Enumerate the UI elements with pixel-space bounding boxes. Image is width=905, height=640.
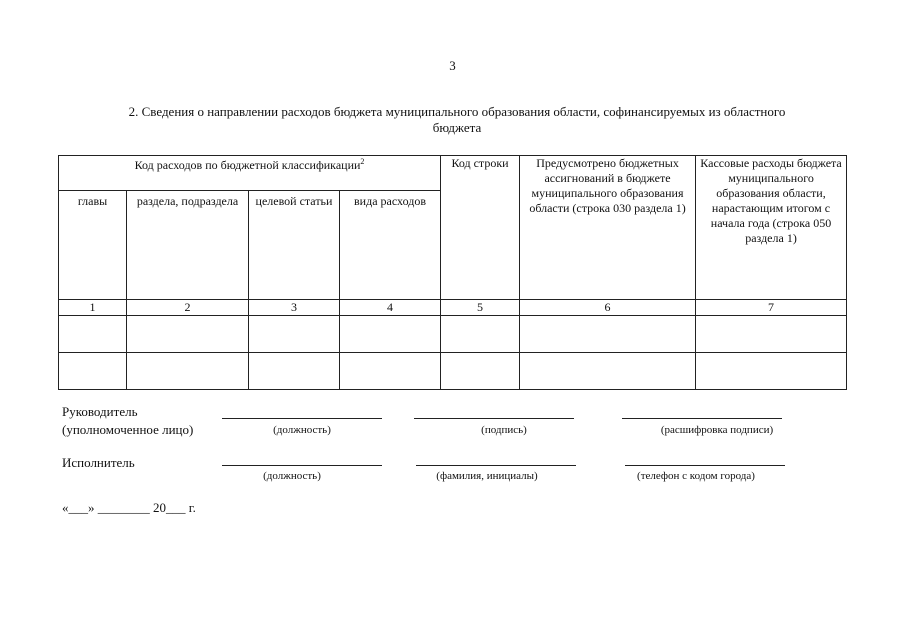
table-cell[interactable] <box>696 353 847 390</box>
head-position-caption: (должность) <box>273 424 331 436</box>
column-number: 1 <box>59 300 127 316</box>
table-cell[interactable] <box>59 316 127 353</box>
column-number: 6 <box>520 300 696 316</box>
head-name-line[interactable] <box>622 418 782 419</box>
budget-classification-header-text: Код расходов по бюджетной классификации <box>134 158 361 172</box>
table-cell[interactable] <box>520 316 696 353</box>
head-signature-caption: (подпись) <box>481 424 527 436</box>
executor-phone-caption: (телефон с кодом города) <box>637 470 755 482</box>
expenditure-table <box>58 155 847 390</box>
planned-appropriations-header: Предусмотрено бюджетных ассигнований в бюджете муниципального образования области (строка 030 раздела 1) <box>520 156 696 300</box>
table-cell[interactable] <box>340 353 441 390</box>
column-number: 4 <box>340 300 441 316</box>
table-row <box>59 353 847 390</box>
executor-position-line[interactable] <box>222 465 382 466</box>
target-item-header: целевой статьи <box>249 191 340 300</box>
page-number: 3 <box>449 58 456 73</box>
date-line[interactable]: «___» ________ 20___ г. <box>62 500 196 515</box>
table-cell[interactable] <box>249 316 340 353</box>
section-title-line-1: 2. Сведения о направлении расходов бюджета муниципального образования области, софинансируемых из областного <box>128 104 786 119</box>
table-cell[interactable] <box>59 353 127 390</box>
table-row <box>59 316 847 353</box>
table-cell[interactable] <box>520 353 696 390</box>
table-cell[interactable] <box>441 353 520 390</box>
section-title <box>62 104 852 136</box>
table-cell[interactable] <box>127 316 249 353</box>
head-signature-line[interactable] <box>414 418 574 419</box>
cash-expenses-header: Кассовые расходы бюджета муниципального образования области, нарастающим итогом с начала года (строка 050 раздела 1) <box>696 156 847 300</box>
head-name-caption: (расшифровка подписи) <box>660 424 774 436</box>
column-numbers-row <box>59 300 847 316</box>
table-cell[interactable] <box>696 316 847 353</box>
line-code-header: Код строки <box>441 156 520 300</box>
column-number: 3 <box>249 300 340 316</box>
head-position-line[interactable] <box>222 418 382 419</box>
executor-phone-line[interactable] <box>625 465 785 466</box>
executor-name-caption: (фамилия, инициалы) <box>436 470 538 482</box>
executor-name-line[interactable] <box>416 465 576 466</box>
head-label: Руководитель <box>62 404 138 419</box>
table-cell[interactable] <box>249 353 340 390</box>
table-cell[interactable] <box>441 316 520 353</box>
expense-type-header: вида расходов <box>340 191 441 300</box>
footnote-marker: 2 <box>360 157 365 166</box>
column-number: 5 <box>441 300 520 316</box>
table-header-row-1 <box>59 156 847 191</box>
chapter-header: главы <box>59 191 127 300</box>
table-cell[interactable] <box>127 353 249 390</box>
head-label-authorized: (уполномоченное лицо) <box>62 422 194 437</box>
section-subsection-header: раздела, подраздела <box>127 191 249 300</box>
column-number: 7 <box>696 300 847 316</box>
table-cell[interactable] <box>340 316 441 353</box>
budget-classification-header <box>59 156 441 191</box>
section-title-line-2: бюджета <box>432 120 482 135</box>
executor-label: Исполнитель <box>62 455 135 470</box>
executor-position-caption: (должность) <box>263 470 321 482</box>
column-number: 2 <box>127 300 249 316</box>
